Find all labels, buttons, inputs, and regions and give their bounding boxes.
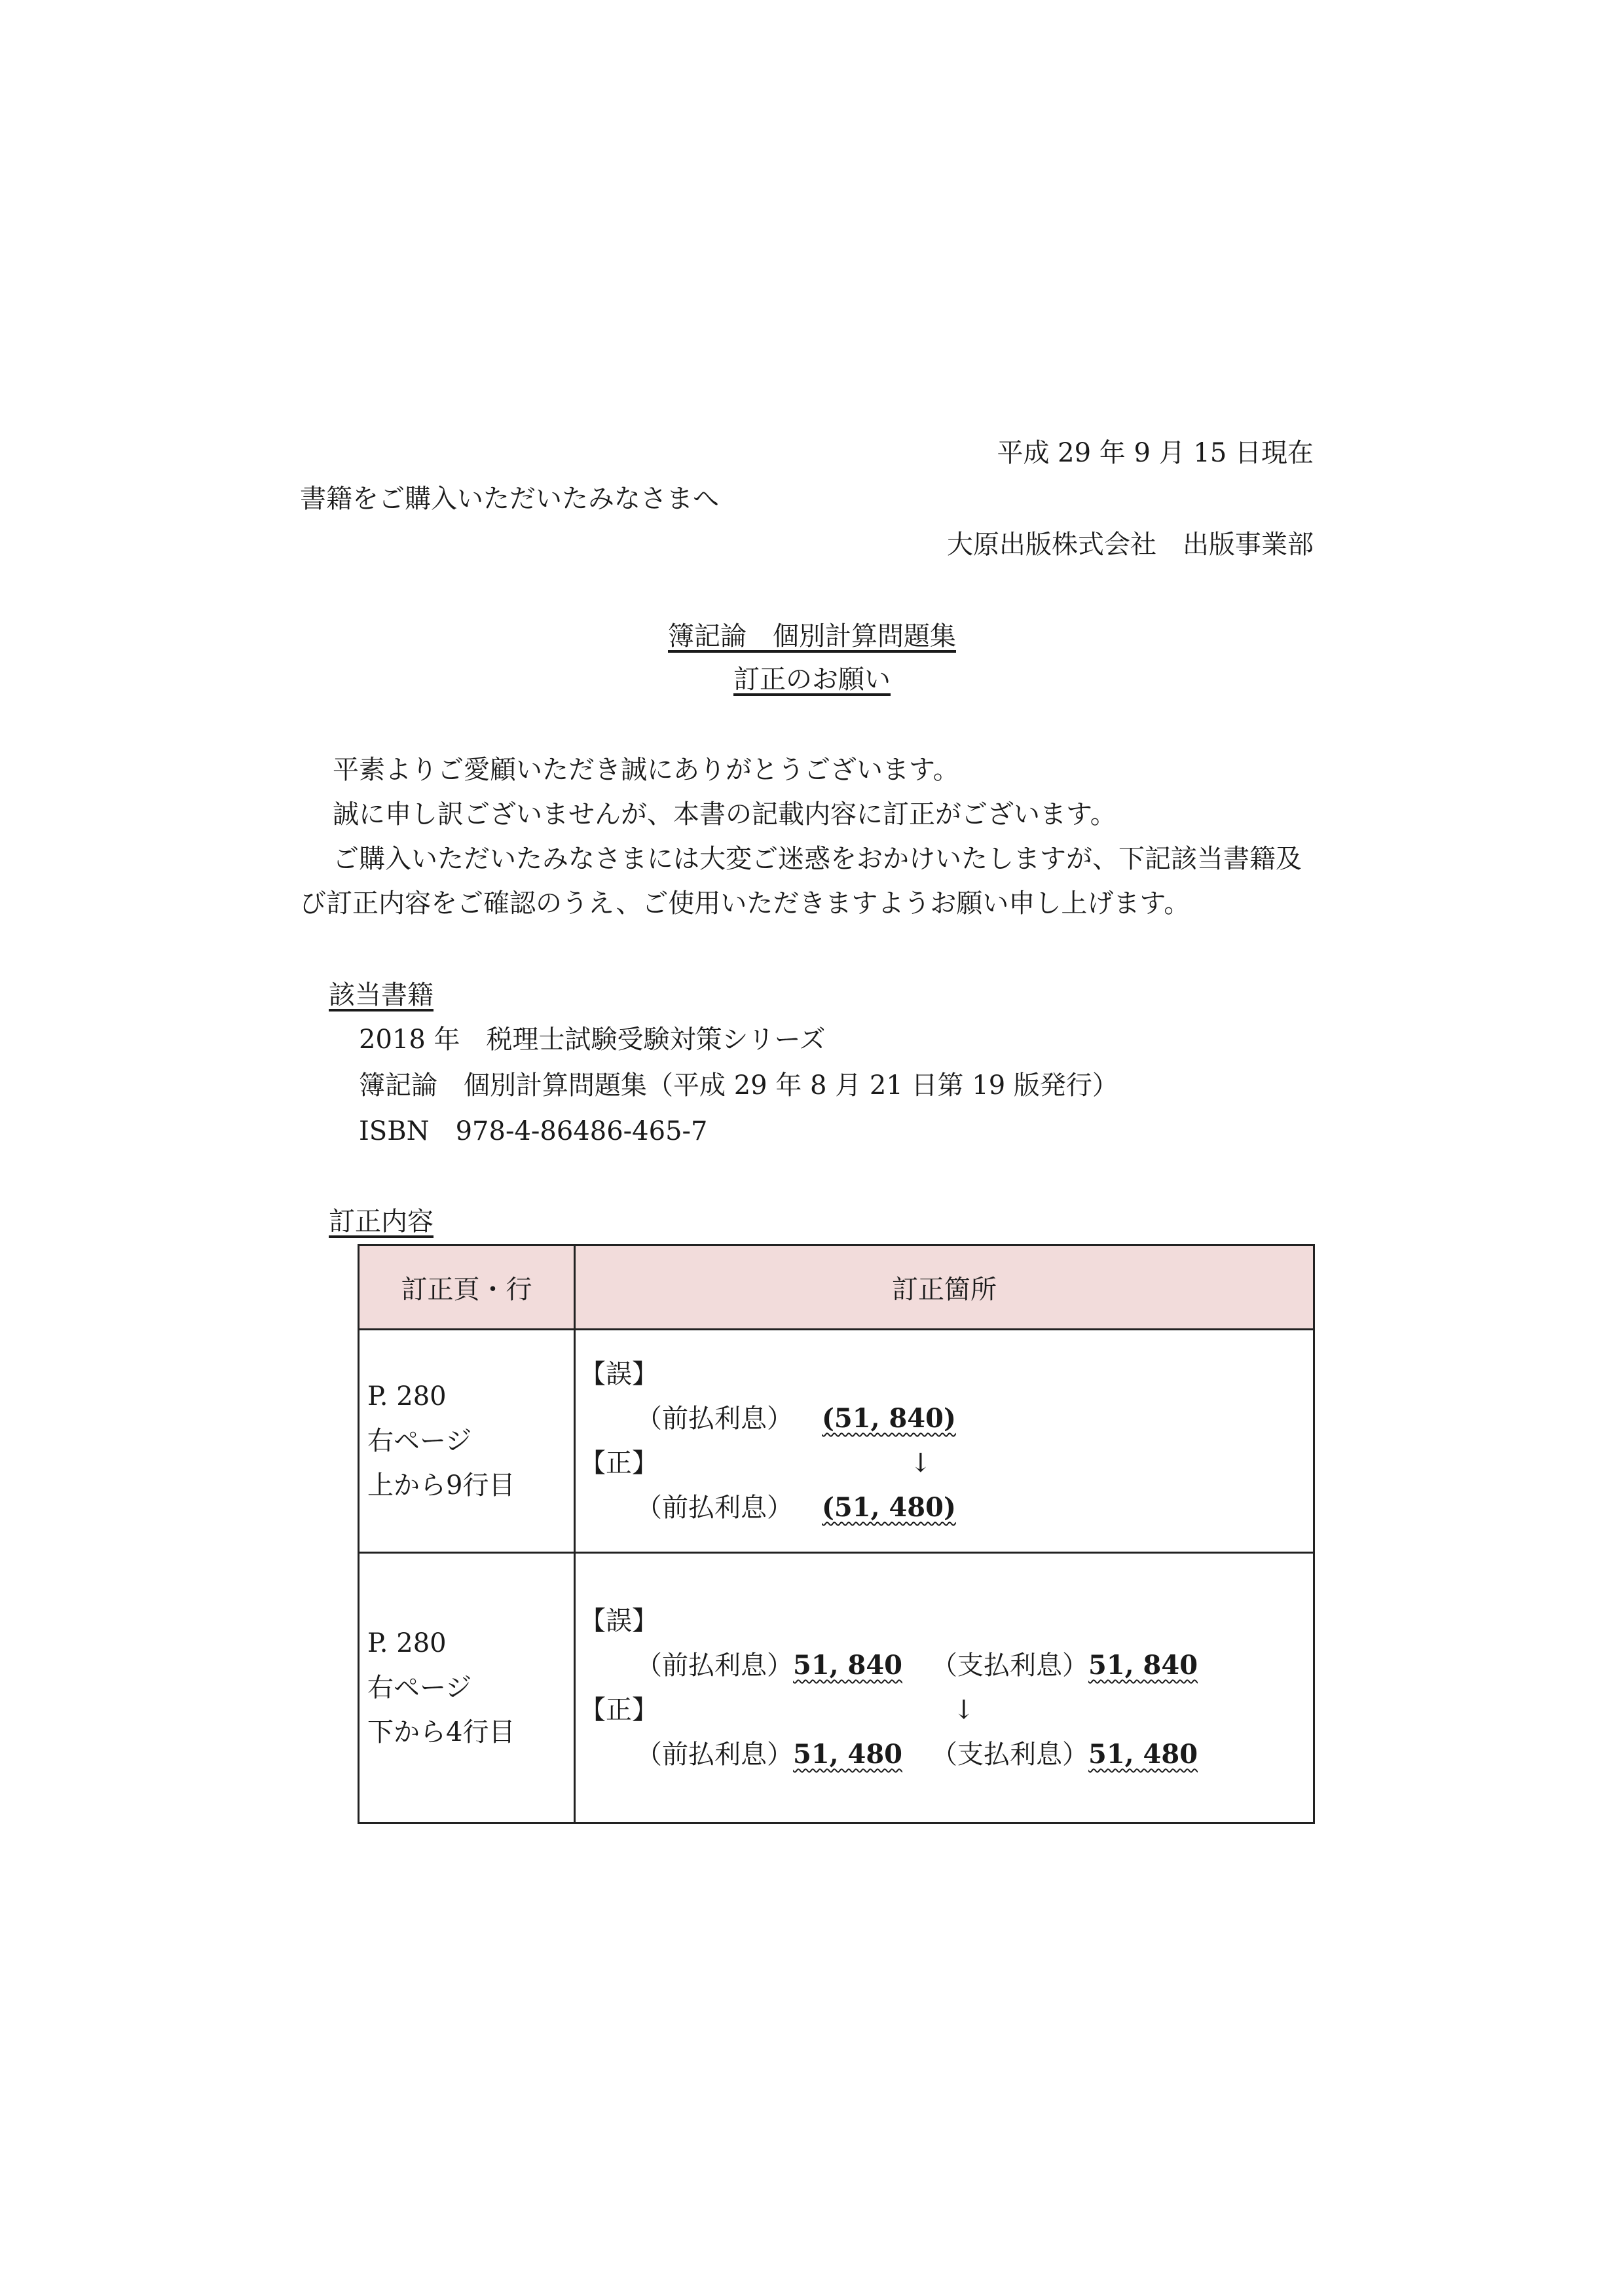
correct-value: (51, 480) [822, 1492, 956, 1523]
page-side: 右ページ [367, 1673, 472, 1703]
account-label: （支払利息） [931, 1650, 1089, 1681]
message-line: 平素よりご愛顧いただき誠にありがとうございます。 [333, 755, 959, 785]
correct-line [580, 1441, 1305, 1485]
correct-value: 51, 480 [793, 1739, 903, 1770]
wrong-value: 51, 840 [1088, 1650, 1198, 1681]
location-cell [359, 1553, 575, 1823]
correct-line [580, 1688, 1305, 1732]
document-subtitle: 訂正のお願い [733, 665, 891, 695]
message-line: 誠に申し訳ございませんが、本書の記載内容に訂正がございます。 [333, 799, 1116, 829]
page-side: 右ページ [367, 1426, 472, 1456]
addressee: 書籍をご購入いただいたみなさまへ [300, 484, 719, 514]
page-ref: P. 280 [367, 1628, 447, 1658]
book-isbn: ISBN 978-4-86486-465-7 [359, 1116, 708, 1146]
wrong-label: 【誤】 [580, 1606, 658, 1636]
wrong-value: 51, 840 [793, 1650, 903, 1681]
document-title: 簿記論 個別計算問題集 [668, 621, 956, 651]
wrong-entry [583, 1643, 1305, 1688]
message-body [300, 748, 1314, 926]
correct-label: 【正】 [580, 1695, 658, 1725]
account-label: （前払利息） [636, 1650, 793, 1681]
line-ref: 下から4行目 [367, 1717, 515, 1747]
wrong-entry [583, 1396, 1305, 1441]
correct-label: 【正】 [580, 1448, 658, 1478]
book-series: 2018 年 税理士試験受験対策シリーズ [359, 1025, 826, 1055]
column-header-correction: 訂正箇所 [575, 1245, 1314, 1330]
down-arrow-icon: ↓ [953, 1695, 975, 1725]
correction-cell [575, 1553, 1314, 1823]
table-row [359, 1330, 1314, 1553]
book-title: 簿記論 個別計算問題集（平成 29 年 8 月 21 日第 19 版発行） [359, 1070, 1118, 1101]
account-label: （前払利息） [636, 1404, 793, 1434]
correct-entry [583, 1485, 1305, 1530]
account-label: （前払利息） [636, 1740, 793, 1770]
wrong-value: (51, 840) [822, 1403, 956, 1434]
account-label: （前払利息） [636, 1493, 793, 1523]
book-section-heading: 該当書籍 [329, 980, 434, 1010]
down-arrow-icon: ↓ [910, 1448, 932, 1478]
message-line: ご購入いただいたみなさまには大変ご迷惑をおかけいたしますが、下記該当書籍及び訂正内容をご確認のうえ、ご使用いただきますようお願い申し上げます。 [300, 844, 1302, 919]
sender: 大原出版株式会社 出版事業部 [947, 530, 1314, 560]
table-header-row [359, 1245, 1314, 1330]
page-ref: P. 280 [367, 1381, 447, 1412]
table-row [359, 1553, 1314, 1823]
document-date: 平成 29 年 9 月 15 日現在 [997, 438, 1314, 468]
location-cell [359, 1330, 575, 1553]
correction-cell [575, 1330, 1314, 1553]
correct-entry [583, 1732, 1305, 1777]
wrong-label: 【誤】 [580, 1359, 658, 1389]
errata-section-heading: 訂正内容 [329, 1207, 434, 1237]
line-ref: 上から9行目 [367, 1470, 515, 1501]
column-header-location: 訂正頁・行 [359, 1245, 575, 1330]
errata-table [358, 1244, 1315, 1824]
account-label: （支払利息） [931, 1740, 1089, 1770]
correct-value: 51, 480 [1088, 1739, 1198, 1770]
